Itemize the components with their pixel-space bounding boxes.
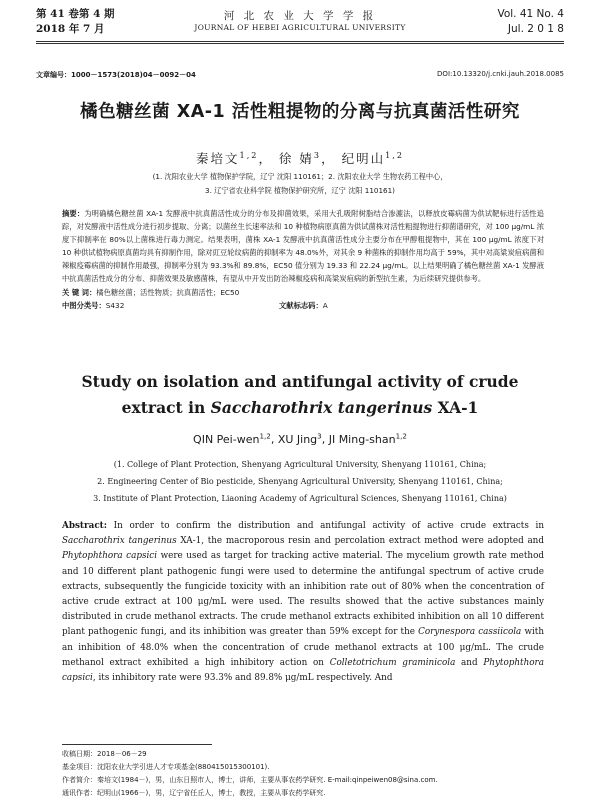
date-cn: 2018 年 7 月 [36,23,105,35]
species-name: Phytophthora capsici [62,551,158,562]
header-rule [36,41,564,42]
header-left [36,7,115,37]
cn-abstract-label: 摘要： [62,209,85,218]
article-number: 文章编号：1000－1573(2018)04－0092－04 [36,71,196,79]
cn-authors: 秦培文$^{1,2}$， 徐 婧$^3$， 纪明山$^{1,2}$ [196,149,404,166]
received-date: 收稿日期：2018－06－29 [62,750,147,758]
cn-abstract-text: 为明确橘色糖丝菌 XA-1 发酵液中抗真菌活性成分的分布及抑菌效果，采用大孔吸附树脂结合渗漉法，以释放皮霉病菌为供试靶标进行活性追踪，对发酵液中活性成分进行初步提取、分离；以菌丝生长速率法和 10 种植物病原真菌为供试菌株对活性粗提物进行抑菌谱研究，对 100 μg/mL 浓度下抑制率在 80%以上菌株进行毒力测定。结果表明，菌株 XA-1 发酵液中抗真菌活性成分主要分布在甲醇粗提物中，其在 100 μg/mL 浓度下对 10 种供试植物病原真菌均具有抑制作用，除对豇豆轮纹病菌的抑制率为 48.0%外，对其余 9 种菌株的抑制作用均高于 59%，其中对高粱炭疽病菌和辣椒疫霉病菌的抑制作用最强，抑制率分别为 93.3%和 89.8%，EC50 值分别为 19.33 和 22.24 μg/mL。以上结果明确了橘色糖丝菌 XA-1 发酵液中抗真菌活性成分的分布、抑菌效果及敏感菌株，有望从中开发出防治辣椒疫病和高粱炭疽病的新型抗生素，为后续研究提供参考。 [62,209,544,284]
header-right [497,7,564,37]
journal-title-cn: 河 北 农 业 大 学 学 报 [223,10,377,22]
cn-abstract [62,207,544,312]
doc-code-label: 文献标志码： [279,300,323,310]
journal-title-en: JOURNAL OF HEBEI AGRICULTURAL UNIVERSITY [194,23,406,32]
cn-affiliation-2: 3. 辽宁省农业科学院 植物保护研究所，辽宁 沈阳 110161) [205,186,395,195]
en-author-3: JI Ming-shan [328,433,396,446]
en-title-line-2: extract in Saccharothrix tangerinus XA-1 [121,398,479,417]
clc-label: 中图分类号： [62,300,106,310]
doi: DOI:10.13320/j.cnki.jauh.2018.0085 [437,70,564,78]
en-affiliation-1: (1. College of Plant Protection, Shenyang Agricultural University, Shenyang 110161, China; [113,460,487,469]
en-authors: QIN Pei-wen$^{1,2}$, XU Jing$^3$, JI Ming-shan$^{1,2}$ [193,431,407,446]
en-author-2: XU Jing [277,433,318,446]
en-affiliation-3: 3. Institute of Plant Protection, Liaoning Academy of Agricultural Sciences, Shenyang 110161, China) [93,494,507,503]
cn-affiliation-1: (1. 沈阳农业大学 植物保护学院，辽宁 沈阳 110161；2. 沈阳农业大学 生物农药工程中心， [152,172,448,181]
cn-keywords-label: 关 键 词： [62,287,97,297]
en-author-1: QIN Pei-wen [193,433,260,446]
cn-author-2: 徐 婧 [278,151,314,166]
doc-code: A [322,300,328,310]
en-title-species: Saccharothrix tangerinus [210,398,433,417]
header-rule-2 [36,43,564,44]
en-abstract: Abstract: In order to confirm the distribution and antifungal activity of active crude extracts in Saccharothrix tangerinus XA-1, the macroporous resin and percolation extract method were adopted and Phytophthora capsici were used as target for tracking active material. The mycelium growth rate method and 10 different plant pathogenic fungi were used to determine the antifungal spectrum of active crude extracts, subsequently the fungicide toxicity with an inhibition rate out of 80% when the concentration of active crude extract at 100 μg/mL were used. The results showed that the active substances mainly distributed in crude methanol extracts. The crude methanol extracts exhibited inhibition on all 10 different plant pathogenic fungi, and its inhibition was greater than 59% except for the Corynespora cassiicola with an inhibition of 48.0% when the concentration of crude methanol extracts at 100 μg/mL. The crude methanol extract exhibited a high inhibitory action on Colletotrichum graminicola and Phytophthora capsici, its inhibitory rate were 93.3% and 89.8% μg/mL respectively. And [62,521,545,684]
cn-author-3: 纪明山 [341,151,386,166]
issue-cn: 第 41 卷第 4 期 [36,8,115,20]
cn-keywords: 橘色糖丝菌；活性物质；抗真菌活性；EC50 [96,287,240,297]
en-affiliation-2: 2. Engineering Center of Bio pesticide, Shenyang Agricultural University, Shenyang 110161, China; [97,477,503,486]
clc-code: S432 [105,300,125,310]
author-bio: 作者简介：秦培文(1984－)，男，山东日照市人，博士，讲师，主要从事农药学研究. E-mail:qinpeiwen08@sina.com. [62,776,438,784]
footnote-rule [62,744,212,745]
species-name: Saccharothrix tangerinus [62,536,177,547]
date-en: Jul. 2 0 1 8 [507,23,564,35]
species-name: Colletotrichum graminicola [329,657,456,668]
species-name: Phytophthora capsici [62,657,544,684]
funding: 基金项目：沈阳农业大学引进人才专项基金(880415015300101). [62,763,270,771]
cn-title: 橘色糖丝菌 XA-1 活性粗提物的分离与抗真菌活性研究 [80,102,520,122]
cn-author-1: 秦培文 [196,151,240,166]
species-name: Corynespora cassiicola [418,627,522,638]
corresponding-author: 通讯作者：纪明山(1966－)，男，辽宁省任丘人，博士，教授，主要从事农药学研究. [62,789,326,797]
vol-en: Vol. 41 No. 4 [497,8,564,20]
en-abstract-label: Abstract: [62,521,107,531]
en-title-line-1: Study on isolation and antifungal activity of crude [81,372,519,391]
